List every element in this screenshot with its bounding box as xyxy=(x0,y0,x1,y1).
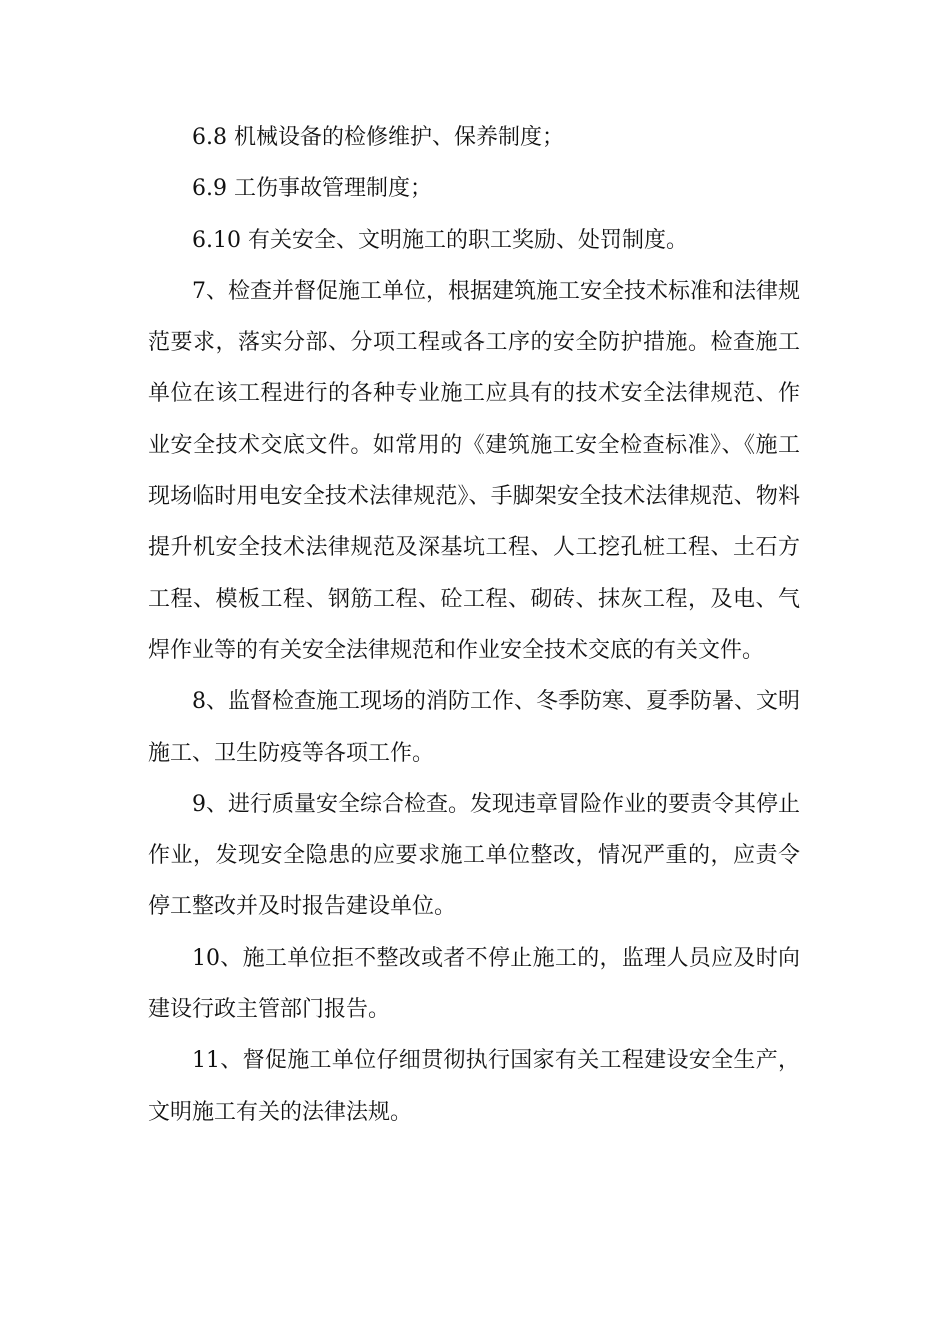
paragraph-10: 10、施工单位拒不整改或者不停止施工的，监理人员应及时向建设行政主管部门报告。 xyxy=(148,945,800,1023)
paragraph-8: 8、监督检查施工现场的消防工作、冬季防寒、夏季防暑、文明施工、卫生防疫等各项工作。 xyxy=(148,689,800,766)
document-body xyxy=(148,112,800,1138)
paragraph-6-10: 6.10 有关安全、文明施工的职工奖励、处罚制度。 xyxy=(192,227,688,253)
paragraph-11: 11、督促施工单位仔细贯彻执行国家有关工程建设安全生产，文明施工有关的法律法规。 xyxy=(148,1048,800,1125)
paragraph-7: 7、检查并督促施工单位，根据建筑施工安全技术标准和法律规范要求，落实分部、分项工程或各工序的安全防护措施。检查施工单位在该工程进行的各种专业施工应具有的技术安全法律规范、作业安全技术交底文件。如常用的《建筑施工安全检查标准》、《施工现场临时用电安全技术法律规范》、手脚架安全技术法律规范、物料提升机安全技术法律规范及深基坑工程、人工挖孔桩工程、土石方工程、模板工程、钢筋工程、砼工程、砌砖、抹灰工程，及电、气焊作业等的有关安全法律规范和作业安全技术交底的有关文件。 xyxy=(148,278,800,663)
paragraph-6-8: 6.8 机械设备的检修维护、保养制度； xyxy=(192,125,564,150)
paragraph-6-9: 6.9 工伤事故管理制度； xyxy=(192,176,432,202)
paragraph-9: 9、进行质量安全综合检查。发现违章冒险作业的要责令其停止作业，发现安全隐患的应要求施工单位整改，情况严重的，应责令停工整改并及时报告建设单位。 xyxy=(148,791,800,920)
